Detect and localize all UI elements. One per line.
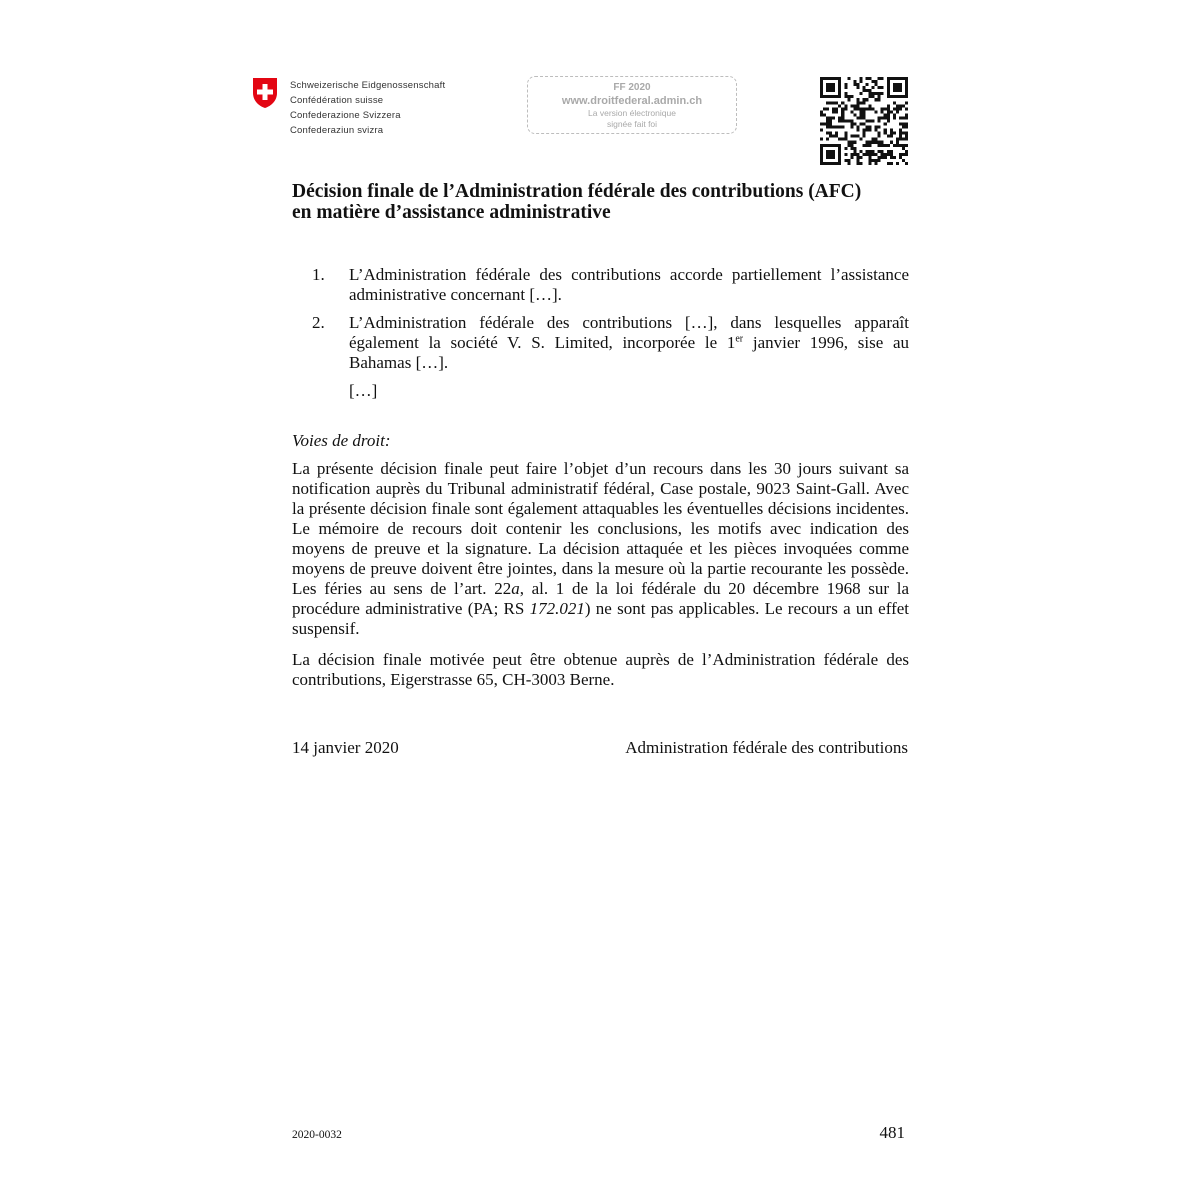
para1-part-a: La présente décision finale peut faire l’objet d’un recours dans les 30 jours suivant sa notification auprès du Tribunal administratif fédéral, Case postale, 9023 Saint-Gall. Avec la présente décision finale sont également attaquables les éventuelles décisions incidentes. Le mémoire de recours doit contenir les conclusions, les motifs avec indication des moyens de preuve et la signature. La décision attaquée et les pièces invoquées comme moyens de preuve doivent être jointes, dans la mesure où la partie recourante les possède. Les féries au sens de l’art. 22: [292, 459, 909, 598]
list-item-text-a: L’Administration fédérale des contributions […], dans lesquelles apparaît également la société V. S. Limited, incorporée le 1: [349, 313, 909, 352]
document-number: 2020-0032: [292, 1129, 342, 1141]
stamp-note-2: signée fait foi: [606, 119, 658, 129]
electronic-version-stamp: [527, 76, 737, 134]
confederation-names: [290, 78, 445, 138]
ordinal-superscript: er: [735, 333, 744, 345]
title-line-1: Décision finale de l’Administration fédérale des contributions (AFC): [292, 181, 862, 202]
list-item: [292, 313, 909, 373]
title-line-2: en matière d’assistance administrative: [292, 202, 611, 223]
signing-authority: Administration fédérale des contributions: [625, 738, 908, 757]
confed-line-rm: Confederaziun svizra: [290, 125, 384, 136]
para1-italic-a: a: [511, 579, 520, 598]
para1-italic-rs: 172.021: [529, 599, 585, 618]
list-item-text: L’Administration fédérale des contributions accorde partiellement l’assistance administrative concernant […].: [349, 265, 909, 304]
voies-de-droit-heading: Voies de droit:: [292, 431, 391, 450]
stamp-website: www.droitfederal.admin.ch: [561, 95, 703, 107]
list-item-number: 1.: [312, 265, 325, 284]
decision-list: [292, 265, 909, 409]
page-number: 481: [879, 1123, 905, 1142]
confed-line-fr: Confédération suisse: [290, 95, 384, 106]
para1-part-b: , al. 1 de la loi fédérale du 20 décembre 1968 sur la procédure administrative (PA; RS: [292, 579, 909, 618]
motivated-decision-paragraph: La décision finale motivée peut être obtenue auprès de l’Administration fédérale des contributions, Eigerstrasse 65, CH-3003 Berne.: [292, 650, 909, 689]
swiss-crest-icon: [252, 77, 278, 109]
list-item-text: [349, 313, 909, 372]
list-ellipsis: [292, 381, 909, 401]
qr-code-icon: [820, 77, 908, 165]
document-title: [292, 181, 912, 223]
decision-date: 14 janvier 2020: [292, 738, 399, 757]
list-item-text-b: janvier 1996, sise au Bahamas […].: [349, 333, 909, 372]
stamp-note-1: La version électronique: [588, 108, 676, 118]
confed-line-it: Confederazione Svizzera: [290, 110, 401, 121]
legal-remedies-paragraph: [292, 459, 909, 639]
para1-part-c: ) ne sont pas applicables. Le recours a un effet suspensif.: [292, 599, 910, 638]
stamp-ff-year: FF 2020: [613, 82, 651, 93]
list-item: [292, 265, 909, 305]
confed-line-de: Schweizerische Eidgenossenschaft: [290, 80, 446, 91]
list-item-number: 2.: [312, 313, 325, 332]
ellipsis-text: […]: [349, 381, 378, 400]
